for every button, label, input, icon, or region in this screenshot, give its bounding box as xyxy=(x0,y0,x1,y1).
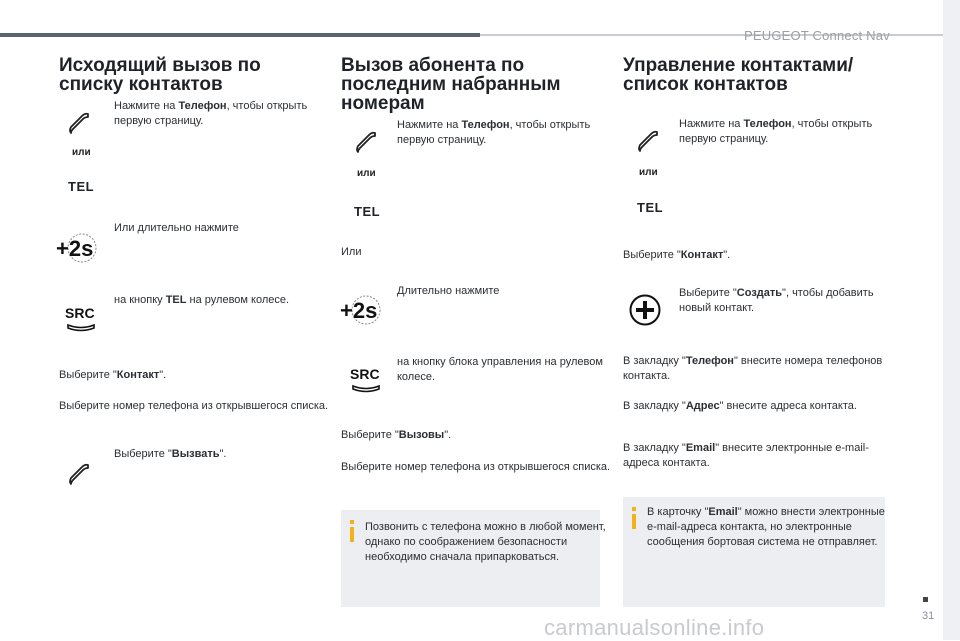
add-contact-icon xyxy=(629,294,661,326)
long-press-text: Или длительно нажмите xyxy=(114,222,239,234)
select-calls-text: Выберите "Вызовы". xyxy=(341,429,452,441)
info-icon xyxy=(348,520,356,542)
or-text: Или xyxy=(341,246,362,258)
or-label: или xyxy=(72,147,91,158)
phone-icon xyxy=(637,130,659,152)
long-press-text: Длительно нажмите xyxy=(397,285,500,297)
column-recent-calls xyxy=(341,56,561,113)
tel-button-label: TEL xyxy=(354,204,381,219)
svg-text:+2s: +2s xyxy=(340,298,378,323)
section-title: Вызов абонента по последним набранным номерам xyxy=(341,55,561,114)
tab-phone-text: В закладку "Телефон" внесите номера телефонов контакта. xyxy=(623,355,883,382)
side-tab xyxy=(943,0,960,640)
step-open-phone: Нажмите на Телефон, чтобы открыть первую страницу. xyxy=(679,118,873,145)
select-contact-text: Выберите "Контакт". xyxy=(623,249,731,261)
section-title: Исходящий вызов по списку контактов xyxy=(59,55,261,95)
select-call-text: Выберите "Вызвать". xyxy=(114,448,227,460)
svg-text:SRC: SRC xyxy=(350,366,380,382)
create-contact-text: Выберите "Создать", чтобы добавить новый контакт. xyxy=(679,287,874,314)
step-open-phone: Нажмите на Телефон, чтобы открыть первую страницу. xyxy=(397,119,591,146)
header-bar xyxy=(0,33,480,37)
tab-address-text: В закладку "Адрес" внесите адреса контакта. xyxy=(623,400,857,412)
src-press-text: на кнопку TEL на рулевом колесе. xyxy=(114,294,290,306)
long-press-2s-icon xyxy=(340,294,382,326)
svg-text:SRC: SRC xyxy=(65,305,95,321)
src-button-icon xyxy=(349,366,383,396)
or-label: или xyxy=(357,168,376,179)
src-button-icon xyxy=(64,305,98,335)
column-contacts xyxy=(623,56,853,94)
tel-button-label: TEL xyxy=(68,179,95,194)
tel-button-label: TEL xyxy=(637,200,664,215)
section-title: Управление контактами/ список контактов xyxy=(623,55,854,95)
svg-text:+2s: +2s xyxy=(56,236,94,261)
src-press-text: на кнопку блока управления на рулевом колесе. xyxy=(397,356,603,383)
long-press-2s-icon xyxy=(56,232,98,264)
select-number-text: Выберите номер телефона из открывшегося списка. xyxy=(341,461,611,473)
step-open-phone: Нажмите на Телефон, чтобы открыть первую страницу. xyxy=(114,100,308,127)
column-outgoing-call xyxy=(59,56,261,94)
tab-email-text: В закладку "Email" внесите электронные e-mail- адреса контакта. xyxy=(623,442,869,469)
phone-icon xyxy=(355,131,377,153)
page-marker xyxy=(923,597,928,602)
phone-icon xyxy=(68,112,90,134)
phone-icon xyxy=(68,463,90,485)
info-text: Позвонить с телефона можно в любой момент, однако по соображением безопасности необходимо сначала припарковаться. xyxy=(365,521,606,563)
page-number: 31 xyxy=(922,610,935,622)
select-contact-text: Выберите "Контакт". xyxy=(59,369,167,381)
select-number-text: Выберите номер телефона из открывшегося списка. xyxy=(59,400,329,412)
info-text: В карточку "Email" можно внести электронные e-mail-адреса контакта, но электронные сообщения бортовая система не отправляет. xyxy=(647,506,885,548)
info-icon xyxy=(630,507,638,529)
watermark: carmanualsonline.info xyxy=(544,615,765,640)
or-label: или xyxy=(639,167,658,178)
brand-title: PEUGEOT Connect Nav xyxy=(744,28,890,43)
